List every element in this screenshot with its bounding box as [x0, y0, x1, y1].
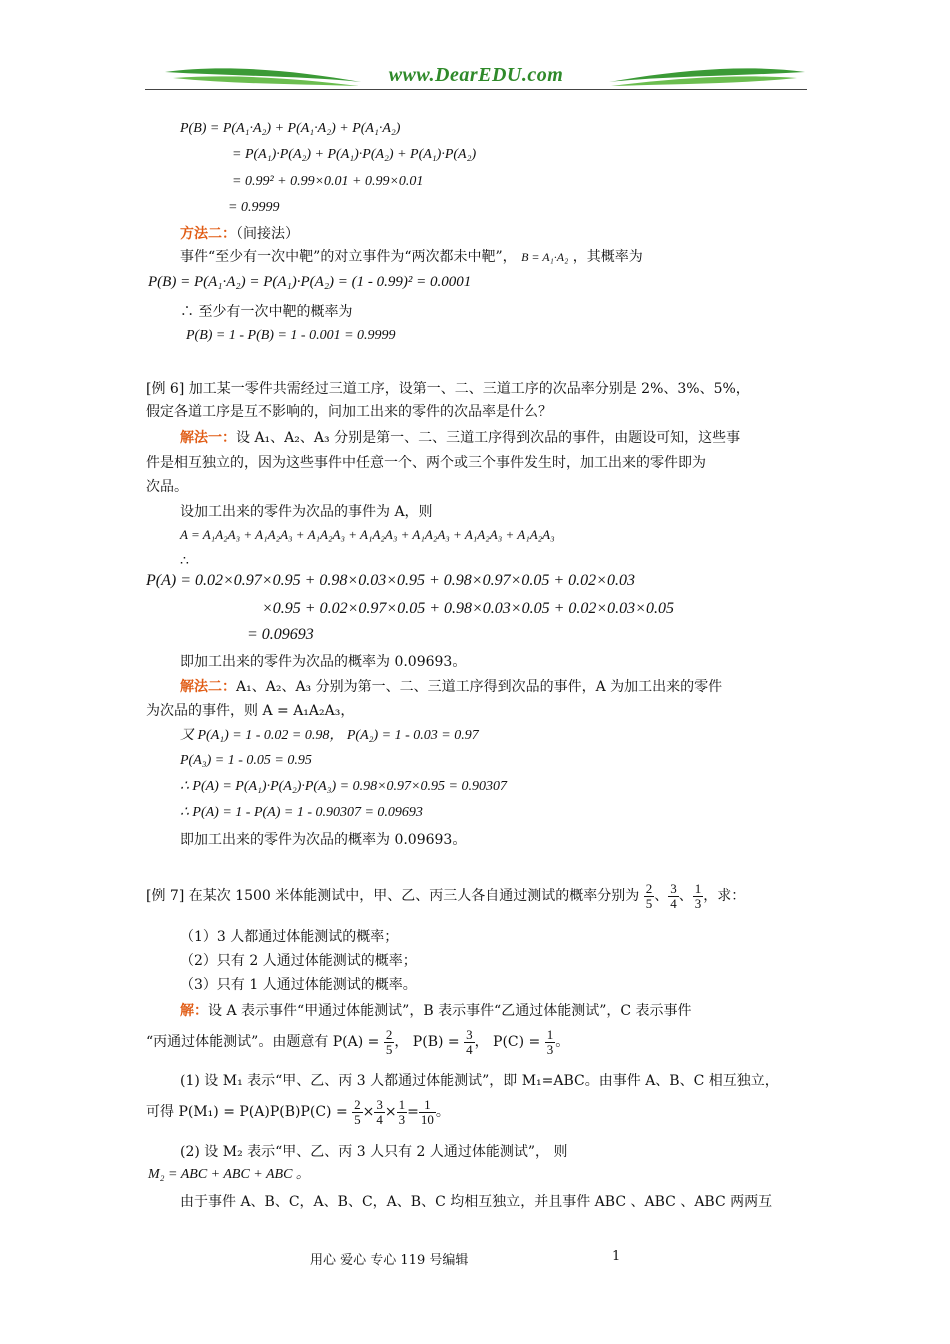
- equation-line: P(A) = 0.02×0.97×0.95 + 0.98×0.03×0.95 + 0.98×0.97×0.05 + 0.02×0.03: [146, 572, 635, 589]
- equation-line: ×0.95 + 0.02×0.97×0.05 + 0.98×0.03×0.05 + 0.02×0.03×0.05: [262, 600, 674, 617]
- paragraph-line: (1) 设 M₁ 表示“甲、乙、丙 3 人都通过体能测试”，即 M₁=ABC。由事件 A、B、C 相互独立，: [180, 1073, 779, 1089]
- operator: =: [407, 1104, 419, 1120]
- equation-line: ∴ P(A) = P(A₁)·P(A₂)·P(A₃) = 0.98×0.97×0.95 = 0.90307: [180, 779, 507, 794]
- paragraph-line: [146, 1092, 450, 1132]
- fraction: $\frac{1}{3}$: [398, 1096, 406, 1127]
- text-run: 设 A₁、A₂、A₃ 分别是第一、二、三道工序得到次品的事件，由题设可知，这些事: [236, 430, 741, 446]
- text-run: 设 A 表示事件“甲通过体能测试”，B 表示事件“乙通过体能测试”，C 表示事件: [208, 1003, 692, 1019]
- operator: ×: [384, 1104, 397, 1120]
- equation-line: P(B) = 1 - P(B) = 1 - 0.001 = 0.9999: [186, 328, 396, 343]
- equation-line: P(A₃) = 1 - 0.05 = 0.95: [180, 753, 312, 768]
- fraction: $\frac{3}{4}$: [376, 1096, 383, 1127]
- fraction: $\frac{3}{4}$: [670, 880, 677, 911]
- text-run: 可得 P(M₁) = P(A)P(B)P(C) =: [146, 1104, 348, 1120]
- swoosh-right-icon: [607, 62, 807, 92]
- text-run: ， P(C) =: [474, 1034, 541, 1050]
- solution-label: 解法二：: [180, 679, 236, 695]
- fraction: $\frac{1}{3}$: [694, 880, 702, 911]
- text-run: ，其概率为: [572, 249, 643, 265]
- page-header: [145, 58, 807, 92]
- question-item: （2）只有 2 人通过体能测试的概率；: [180, 953, 417, 969]
- text-run: ，求：: [703, 888, 746, 904]
- equation-line: 又 P(A₁) = 1 - 0.02 = 0.98， P(A₂) = 1 - 0.03 = 0.97: [180, 728, 479, 743]
- paragraph-line: [180, 1002, 692, 1020]
- text-run: ， P(B) =: [394, 1034, 460, 1050]
- fraction: $\frac{2}{5}$: [385, 1026, 393, 1057]
- solution-label: 解法一：: [180, 430, 236, 446]
- paragraph-line: ∴ 至少有一次中靶的概率为: [180, 304, 353, 320]
- question-item: （1）3 人都通过体能测试的概率；: [180, 929, 399, 945]
- site-logo: www.DearEDU.com: [388, 64, 564, 86]
- equation-line: M₂ = ABC + ABC + ABC 。: [148, 1167, 310, 1182]
- separator: 、: [678, 888, 693, 904]
- equation-line: = 0.99² + 0.99×0.01 + 0.99×0.01: [232, 174, 424, 189]
- text-run: A₁、A₂、A₃ 分别为第一、二、三道工序得到次品的事件，A 为加工出来的零件: [236, 679, 723, 695]
- operator: ×: [362, 1104, 375, 1120]
- inline-formula: B = A₁·A₂: [521, 250, 569, 264]
- separator: 、: [654, 888, 669, 904]
- paragraph-line: 为次品的事件，则 A = A₁A₂A₃，: [146, 703, 355, 719]
- fraction: $\frac{2}{5}$: [354, 1096, 361, 1127]
- paragraph-line: [180, 678, 722, 696]
- therefore-symbol: ∴: [180, 553, 189, 569]
- paragraph-line: 即加工出来的零件为次品的概率为 0.09693。: [180, 654, 467, 670]
- equation-line: = 0.09693: [247, 626, 314, 643]
- paragraph-line: 由于事件 A、B、C，A、B、C，A、B、C 均相互独立，并且事件 ABC 、ABC 、ABC 两两互: [180, 1194, 773, 1210]
- example-7-line: [146, 876, 745, 916]
- equation-line: P(B) = P(A₁·A₂) + P(A₁·A₂) + P(A₁·A₂): [180, 121, 401, 136]
- text-run: 。: [435, 1104, 450, 1120]
- question-item: （3）只有 1 人通过体能测试的概率。: [180, 977, 417, 993]
- paragraph-line: 即加工出来的零件为次品的概率为 0.09693。: [180, 832, 467, 848]
- equation-line: ∴ P(A) = 1 - P(A) = 1 - 0.90307 = 0.09693: [180, 805, 423, 820]
- header-rule: [145, 89, 807, 90]
- paragraph-line: [180, 248, 643, 266]
- text-run: 事件“至少有一次中靶”的对立事件为“两次都未中靶”，: [180, 249, 517, 265]
- method-label: 方法二：: [180, 226, 236, 242]
- equation-line: A = A₁A₂A₃ + A₁A₂A₃ + A₁A₂A₃ + A₁A₂A₃ + A₁A₂A₃ + A₁A₂A₃ + A₁A₂A₃: [180, 527, 555, 542]
- paragraph-line: [180, 429, 740, 447]
- method-note: （间接法）: [236, 226, 299, 242]
- text-run: [例 7] 在某次 1500 米体能测试中，甲、乙、丙三人各自通过测试的概率分别为: [146, 888, 640, 904]
- paragraph-line: (2) 设 M₂ 表示“甲、乙、丙 3 人只有 2 人通过体能测试”， 则: [180, 1144, 568, 1160]
- footer-note: 用心 爱心 专心 119 号编辑: [310, 1253, 469, 1268]
- paragraph-line: 设加工出来的零件为次品的事件为 A，则: [180, 504, 433, 520]
- solution-label: 解：: [180, 1003, 208, 1019]
- paragraph-line: [146, 1022, 569, 1062]
- fraction: $\frac{3}{4}$: [466, 1026, 473, 1057]
- equation-line: P(B) = P(A₁·A₂) = P(A₁)·P(A₂) = (1 - 0.99)² = 0.0001: [148, 274, 472, 290]
- example-6-line: [例 6] 加工某一零件共需经过三道工序，设第一、二、三道工序的次品率分别是 2%、3%、5%，: [146, 381, 750, 397]
- example-6-line: 假定各道工序是互不影响的，问加工出来的零件的次品率是什么？: [146, 404, 552, 420]
- method-two-heading: [180, 225, 299, 243]
- paragraph-line: 次品。: [146, 479, 188, 495]
- fraction: $\frac{2}{5}$: [645, 880, 653, 911]
- fraction: $\frac{1}{3}$: [546, 1026, 554, 1057]
- equation-line: = 0.9999: [228, 200, 280, 215]
- text-run: 。: [555, 1034, 570, 1050]
- fraction: $\frac{1}{10}$: [420, 1096, 434, 1127]
- paragraph-line: 件是相互独立的，因为这些事件中任意一个、两个或三个事件发生时，加工出来的零件即为: [146, 455, 706, 471]
- equation-line: = P(A₁)·P(A₂) + P(A₁)·P(A₂) + P(A₁)·P(A₂): [232, 147, 477, 162]
- page-number: 1: [612, 1249, 621, 1264]
- text-run: “丙通过体能测试”。由题意有 P(A) =: [146, 1034, 380, 1050]
